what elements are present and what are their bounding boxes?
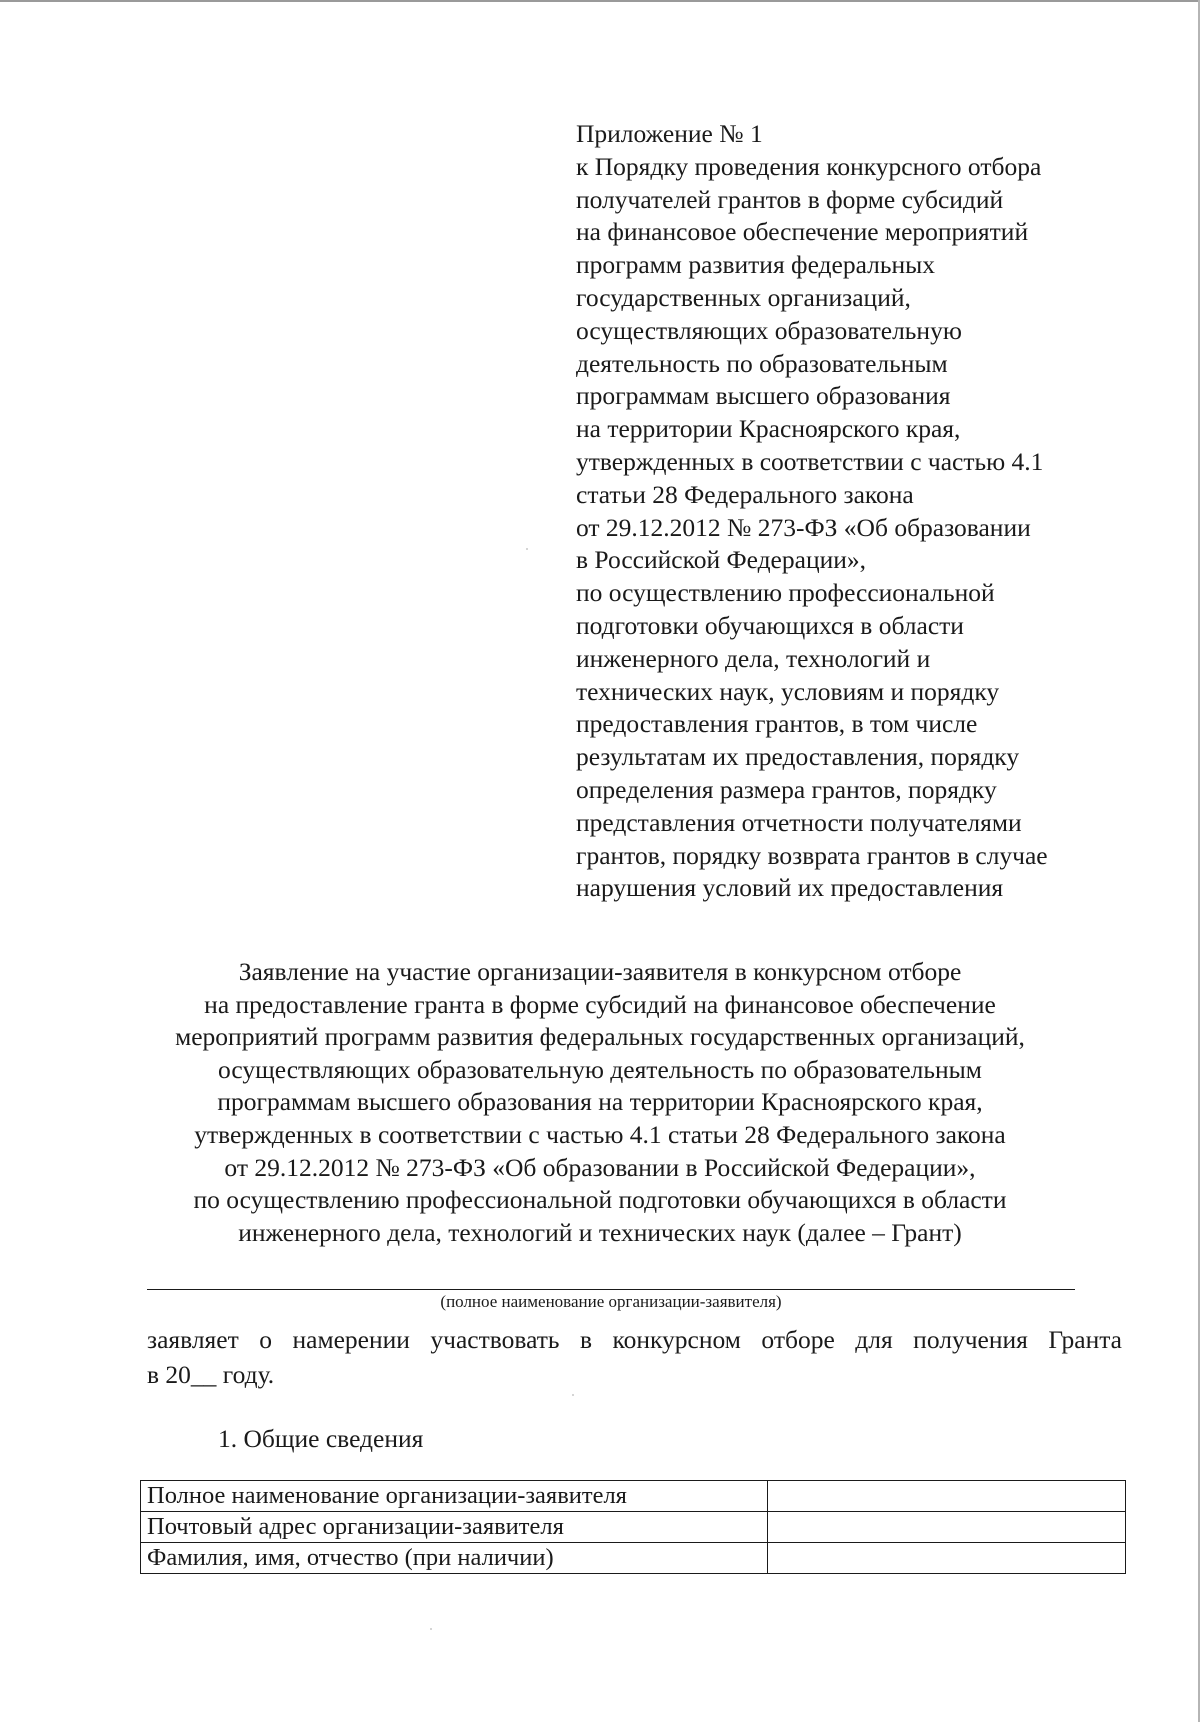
annex-line: по осуществлению профессиональной — [576, 578, 995, 608]
annex-line: грантов, порядку возврата грантов в случае — [576, 840, 1048, 870]
title-line: на предоставление гранта в форме субсидий на финансовое обеспечение — [204, 989, 996, 1019]
application-title — [120, 956, 1080, 1249]
title-line: осуществляющих образовательную деятельность по образовательным — [218, 1054, 982, 1084]
annex-line: подготовки обучающихся в области — [576, 610, 964, 640]
statement-paragraph — [147, 1322, 1122, 1392]
table-label-cell: Почтовый адрес организации-заявителя — [141, 1512, 768, 1543]
annex-line: программам высшего образования — [576, 381, 951, 411]
table-row — [141, 1512, 1126, 1543]
scan-edge-top — [0, 0, 1200, 2]
title-line: программам высшего образования на территории Красноярского края, — [217, 1087, 983, 1117]
scan-speck — [572, 1394, 574, 1396]
annex-header — [576, 118, 1176, 905]
statement-line: в 20__ году. — [147, 1360, 275, 1389]
annex-line: от 29.12.2012 № 273-ФЗ «Об образовании — [576, 512, 1031, 542]
annex-line: деятельность по образовательным — [576, 348, 948, 378]
statement-line: заявляет о намерении участвовать в конкурсном отборе для получения Гранта — [147, 1325, 1122, 1354]
annex-line: предоставления грантов, в том числе — [576, 709, 978, 739]
general-info-table — [140, 1480, 1126, 1574]
title-line: мероприятий программ развития федеральных государственных организаций, — [175, 1022, 1025, 1052]
annex-line: к Порядку проведения конкурсного отбора — [576, 151, 1042, 181]
scan-speck — [526, 548, 528, 550]
table-label-cell: Фамилия, имя, отчество (при наличии) — [141, 1543, 768, 1574]
table-value-cell[interactable] — [767, 1543, 1125, 1574]
title-line: от 29.12.2012 № 273-ФЗ «Об образовании в Российской Федерации», — [224, 1152, 976, 1182]
table-row — [141, 1543, 1126, 1574]
scan-speck — [430, 1628, 432, 1630]
table-value-cell[interactable] — [767, 1512, 1125, 1543]
title-line: утвержденных в соответствии с частью 4.1 статьи 28 Федерального закона — [194, 1119, 1006, 1149]
title-line: инженерного дела, технологий и технических наук (далее – Грант) — [238, 1217, 962, 1247]
organization-name-caption: (полное наименование организации-заявителя) — [440, 1292, 782, 1311]
organization-name-field[interactable] — [147, 1289, 1075, 1290]
annex-line: результатам их предоставления, порядку — [576, 742, 1020, 772]
annex-line: осуществляющих образовательную — [576, 315, 962, 345]
annex-line: утвержденных в соответствии с частью 4.1 — [576, 446, 1044, 476]
title-line: по осуществлению профессиональной подготовки обучающихся в области — [193, 1185, 1007, 1215]
title-line: Заявление на участие организации-заявителя в конкурсном отборе — [238, 957, 962, 986]
annex-line: технических наук, условиям и порядку — [576, 676, 1000, 706]
annex-line: государственных организаций, — [576, 282, 911, 312]
annex-line: представления отчетности получателями — [576, 807, 1022, 837]
section-heading: 1. Общие сведения — [218, 1424, 424, 1453]
annex-line: Приложение № 1 — [576, 119, 763, 148]
annex-line: получателей грантов в форме субсидий — [576, 184, 1004, 214]
annex-line: инженерного дела, технологий и — [576, 643, 931, 673]
annex-line: нарушения условий их предоставления — [576, 873, 1004, 903]
annex-line: на территории Красноярского края, — [576, 414, 961, 444]
annex-line: на финансовое обеспечение мероприятий — [576, 217, 1029, 247]
table-label-cell: Полное наименование организации-заявителя — [141, 1481, 768, 1512]
table-row — [141, 1481, 1126, 1512]
annex-line: определения размера грантов, порядку — [576, 774, 997, 804]
table-value-cell[interactable] — [767, 1481, 1125, 1512]
annex-line: статьи 28 Федерального закона — [576, 479, 914, 509]
annex-line: в Российской Федерации», — [576, 545, 867, 575]
annex-line: программ развития федеральных — [576, 250, 936, 280]
